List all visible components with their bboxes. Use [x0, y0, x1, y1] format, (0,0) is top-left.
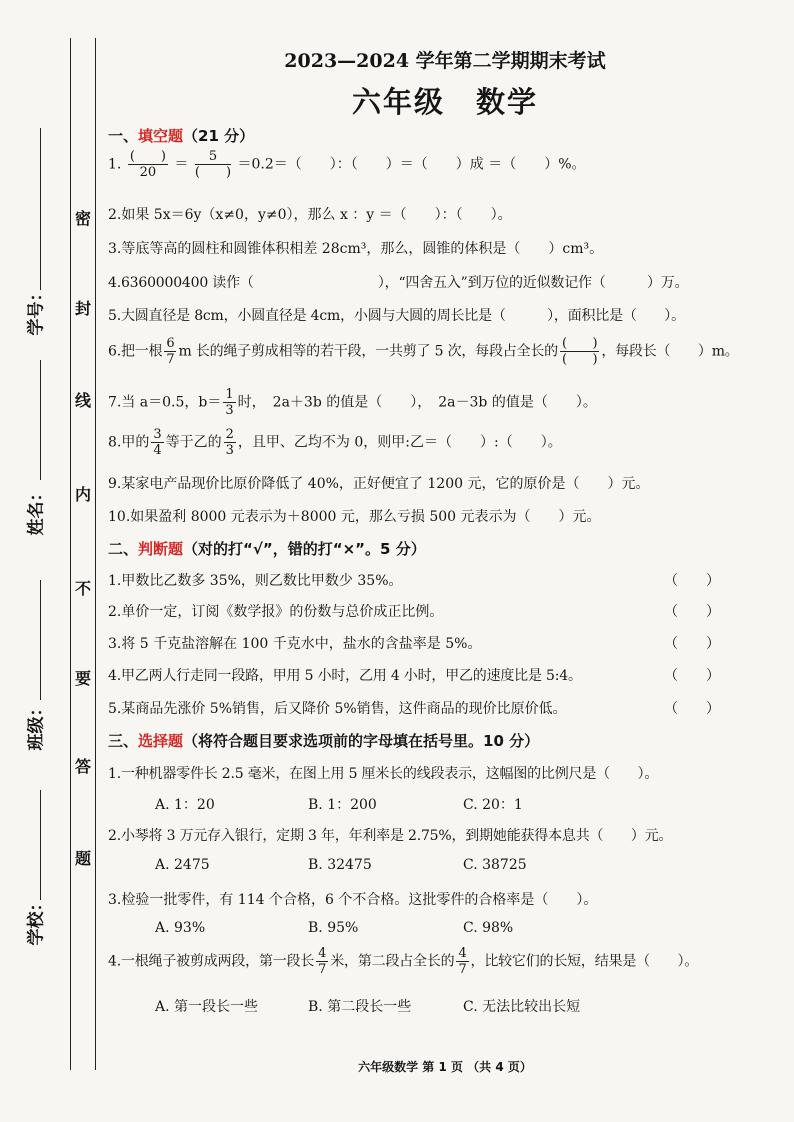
fraction-numerator: 4 [458, 946, 467, 961]
seal-char: 题 [74, 849, 91, 868]
choice-question-1: 1.一种机器零件长 2.5 毫米，在图上用 5 厘米长的线段表示，这幅图的比例尺是（ ）。 [108, 766, 659, 782]
exam-title: 2023—2024 学年第二学期期末考试 [284, 50, 606, 72]
section-3-heading [108, 730, 539, 751]
fraction-denominator: 7 [166, 352, 175, 367]
option-c[interactable]: C. 98% [463, 920, 514, 936]
option-b[interactable]: B. 1：200 [308, 797, 377, 813]
school-line [40, 790, 41, 900]
seal-char: 密 [74, 209, 91, 228]
section-2-heading [108, 538, 426, 559]
fraction-answer[interactable] [560, 337, 599, 366]
question-text: 时， 2a＋3b 的值是（ ）， 2a－3b 的值是（ ）。 [237, 394, 597, 411]
question-text: 7.当 a＝0.5，b＝ [108, 394, 222, 411]
option-a[interactable]: A. 第一段长一些 [155, 999, 259, 1015]
answer-blank[interactable]: （ ） [664, 668, 720, 684]
section-1-heading [108, 125, 254, 146]
student-id-line [40, 128, 41, 290]
section-2-score: （对的打“√”，错的打“×”。5 分） [183, 540, 426, 558]
judge-question-2: 2.单价一定，订阅《数学报》的份数与总价成正比例。 [108, 604, 444, 620]
class-label: 班级： [26, 699, 47, 751]
section-3-score: （将符合题目要求选项前的字母填在括号里。10 分） [183, 732, 540, 750]
subject-title: 六年级 数学 [351, 85, 538, 119]
option-a[interactable]: A. 93% [155, 920, 206, 936]
fill-question-10: 10.如果盈利 8000 元表示为＋8000 元，那么亏损 500 元表示为（ ）元。 [108, 509, 601, 525]
section-1-number: 一、 [108, 127, 139, 145]
section-2-number: 二、 [108, 540, 139, 558]
fill-question-1 [108, 150, 586, 179]
answer-blank[interactable]: （ ） [664, 573, 720, 589]
choice-question-2: 2.小琴将 3 万元存入银行，定期 3 年，年利率是 2.75%，到期她能获得本息共（ ）元。 [108, 828, 673, 844]
seal-char: 不 [74, 579, 91, 598]
question-text: 4.一根绳子被剪成两段，第一段长 [108, 953, 315, 970]
option-c[interactable]: C. 20：1 [463, 797, 523, 813]
fraction-denominator: 4 [153, 443, 162, 458]
fraction [128, 150, 168, 179]
question-text: ，且甲、乙均不为 0，则甲:乙＝（ ）:（ ）。 [237, 434, 562, 451]
answer-blank[interactable]: （ ） [664, 636, 720, 652]
page-footer: 六年级数学 第 1 页 （共 4 页） [358, 1060, 532, 1074]
fill-question-2: 2.如果 5x＝6y（x≠0，y≠0），那么 x ：y ＝（ ）：（ ）。 [108, 207, 512, 223]
fraction-denominator-blank[interactable]: ( ) [194, 165, 232, 180]
fill-question-9: 9.某家电产品现价比原价降低了 40%，正好便宜了 1200 元，它的原价是（ ）元。 [108, 476, 650, 492]
fill-question-8 [108, 428, 562, 457]
seal-char: 要 [74, 669, 91, 688]
fraction-numerator: 1 [225, 387, 234, 402]
question-text: ，比较它们的长短，结果是（ ）。 [470, 953, 699, 970]
fraction-denominator: 7 [318, 962, 327, 977]
seal-char: 内 [74, 485, 91, 504]
fraction-denominator: 3 [225, 443, 234, 458]
answer-blank[interactable]: （ ） [664, 701, 720, 717]
option-b[interactable]: B. 第二段长一些 [308, 999, 412, 1015]
section-3-number: 三、 [108, 732, 139, 750]
school-label: 学校： [26, 894, 47, 946]
question-number: 1. [108, 156, 122, 173]
fraction-numerator: 3 [153, 427, 162, 442]
option-c[interactable]: C. 38725 [463, 857, 527, 873]
fraction [456, 947, 468, 976]
answer-blank[interactable]: （ ） [664, 604, 720, 620]
judge-question-5: 5.某商品先涨价 5%销售，后又降价 5%销售，这件商品的现价比原价低。 [108, 701, 567, 717]
seal-char: 答 [74, 757, 91, 776]
section-1-title: 填空题 [138, 127, 184, 145]
question-text: 6.把一根 [108, 343, 163, 360]
choice-question-3: 3.检验一批零件，有 114 个合格，6 个不合格。这批零件的合格率是（ ）。 [108, 892, 598, 908]
section-1-score: （21 分） [183, 127, 255, 145]
class-line [40, 580, 41, 700]
binding-line-left [70, 38, 71, 1070]
judge-question-3: 3.将 5 千克盐溶解在 100 千克水中，盐水的含盐率是 5%。 [108, 636, 482, 652]
judge-question-4: 4.甲乙两人行走同一段路，甲用 5 小时，乙用 4 小时，甲乙的速度比是 5:4。 [108, 668, 582, 684]
seal-char: 线 [74, 391, 91, 410]
question-text: 等于乙的 [165, 434, 222, 451]
fill-question-4: 4.6360000400 读作（ ），“四舍五入”到万位的近似数记作（ ）万。 [108, 275, 689, 291]
question-text: 8.甲的 [108, 434, 150, 451]
fraction [164, 337, 176, 366]
fraction-numerator: 5 [195, 150, 231, 165]
choice-question-4 [108, 947, 698, 976]
fraction-numerator: 6 [166, 336, 175, 351]
fraction-denominator-blank[interactable]: ( ) [561, 352, 598, 367]
fraction-numerator: 4 [318, 946, 327, 961]
question-text: ，每段长（ ）m。 [601, 343, 739, 360]
fraction-numerator: 2 [225, 427, 234, 442]
name-label: 姓名： [26, 484, 47, 536]
option-c[interactable]: C. 无法比较出长短 [463, 999, 581, 1015]
name-line [40, 360, 41, 480]
seal-char: 封 [74, 299, 91, 318]
option-b[interactable]: B. 32475 [308, 857, 372, 873]
fraction [316, 947, 328, 976]
section-3-title: 选择题 [138, 732, 184, 750]
judge-question-1: 1.甲数比乙数多 35%，则乙数比甲数少 35%。 [108, 573, 403, 589]
fraction [195, 150, 231, 179]
fraction-denominator: 7 [458, 962, 467, 977]
question-text: m 长的绳子剪成相等的若干段，一共剪了 5 次，每段占全长的 [178, 343, 558, 360]
question-text: 米，第二段占全长的 [330, 953, 455, 970]
fraction [151, 428, 163, 457]
fraction [224, 428, 236, 457]
option-b[interactable]: B. 95% [308, 920, 359, 936]
fill-question-3: 3.等底等高的圆柱和圆锥体积相差 28cm³，那么，圆锥的体积是（ ）cm³。 [108, 241, 604, 257]
fill-question-6 [108, 337, 739, 366]
fraction [223, 388, 235, 417]
student-id-label: 学号： [26, 284, 47, 336]
fraction-numerator-blank[interactable]: ( ) [561, 336, 598, 351]
binding-line-right [95, 38, 96, 1070]
fraction-denominator: 3 [225, 403, 234, 418]
section-2-title: 判断题 [138, 540, 184, 558]
question-text: ＝0.2＝（ ）：（ ）＝（ ）成 ＝（ ）%。 [237, 156, 586, 173]
fill-question-7 [108, 388, 597, 417]
option-a[interactable]: A. 1：20 [155, 797, 215, 813]
option-a[interactable]: A. 2475 [155, 857, 210, 873]
equals-sign: ＝ [174, 156, 189, 173]
fraction-numerator-blank[interactable]: ( ) [129, 149, 166, 164]
fill-question-5: 5.大圆直径是 8cm，小圆直径是 4cm，小圆与大圆的周长比是（ ），面积比是（ ）。 [108, 308, 685, 324]
fraction-denominator: 20 [139, 165, 157, 180]
